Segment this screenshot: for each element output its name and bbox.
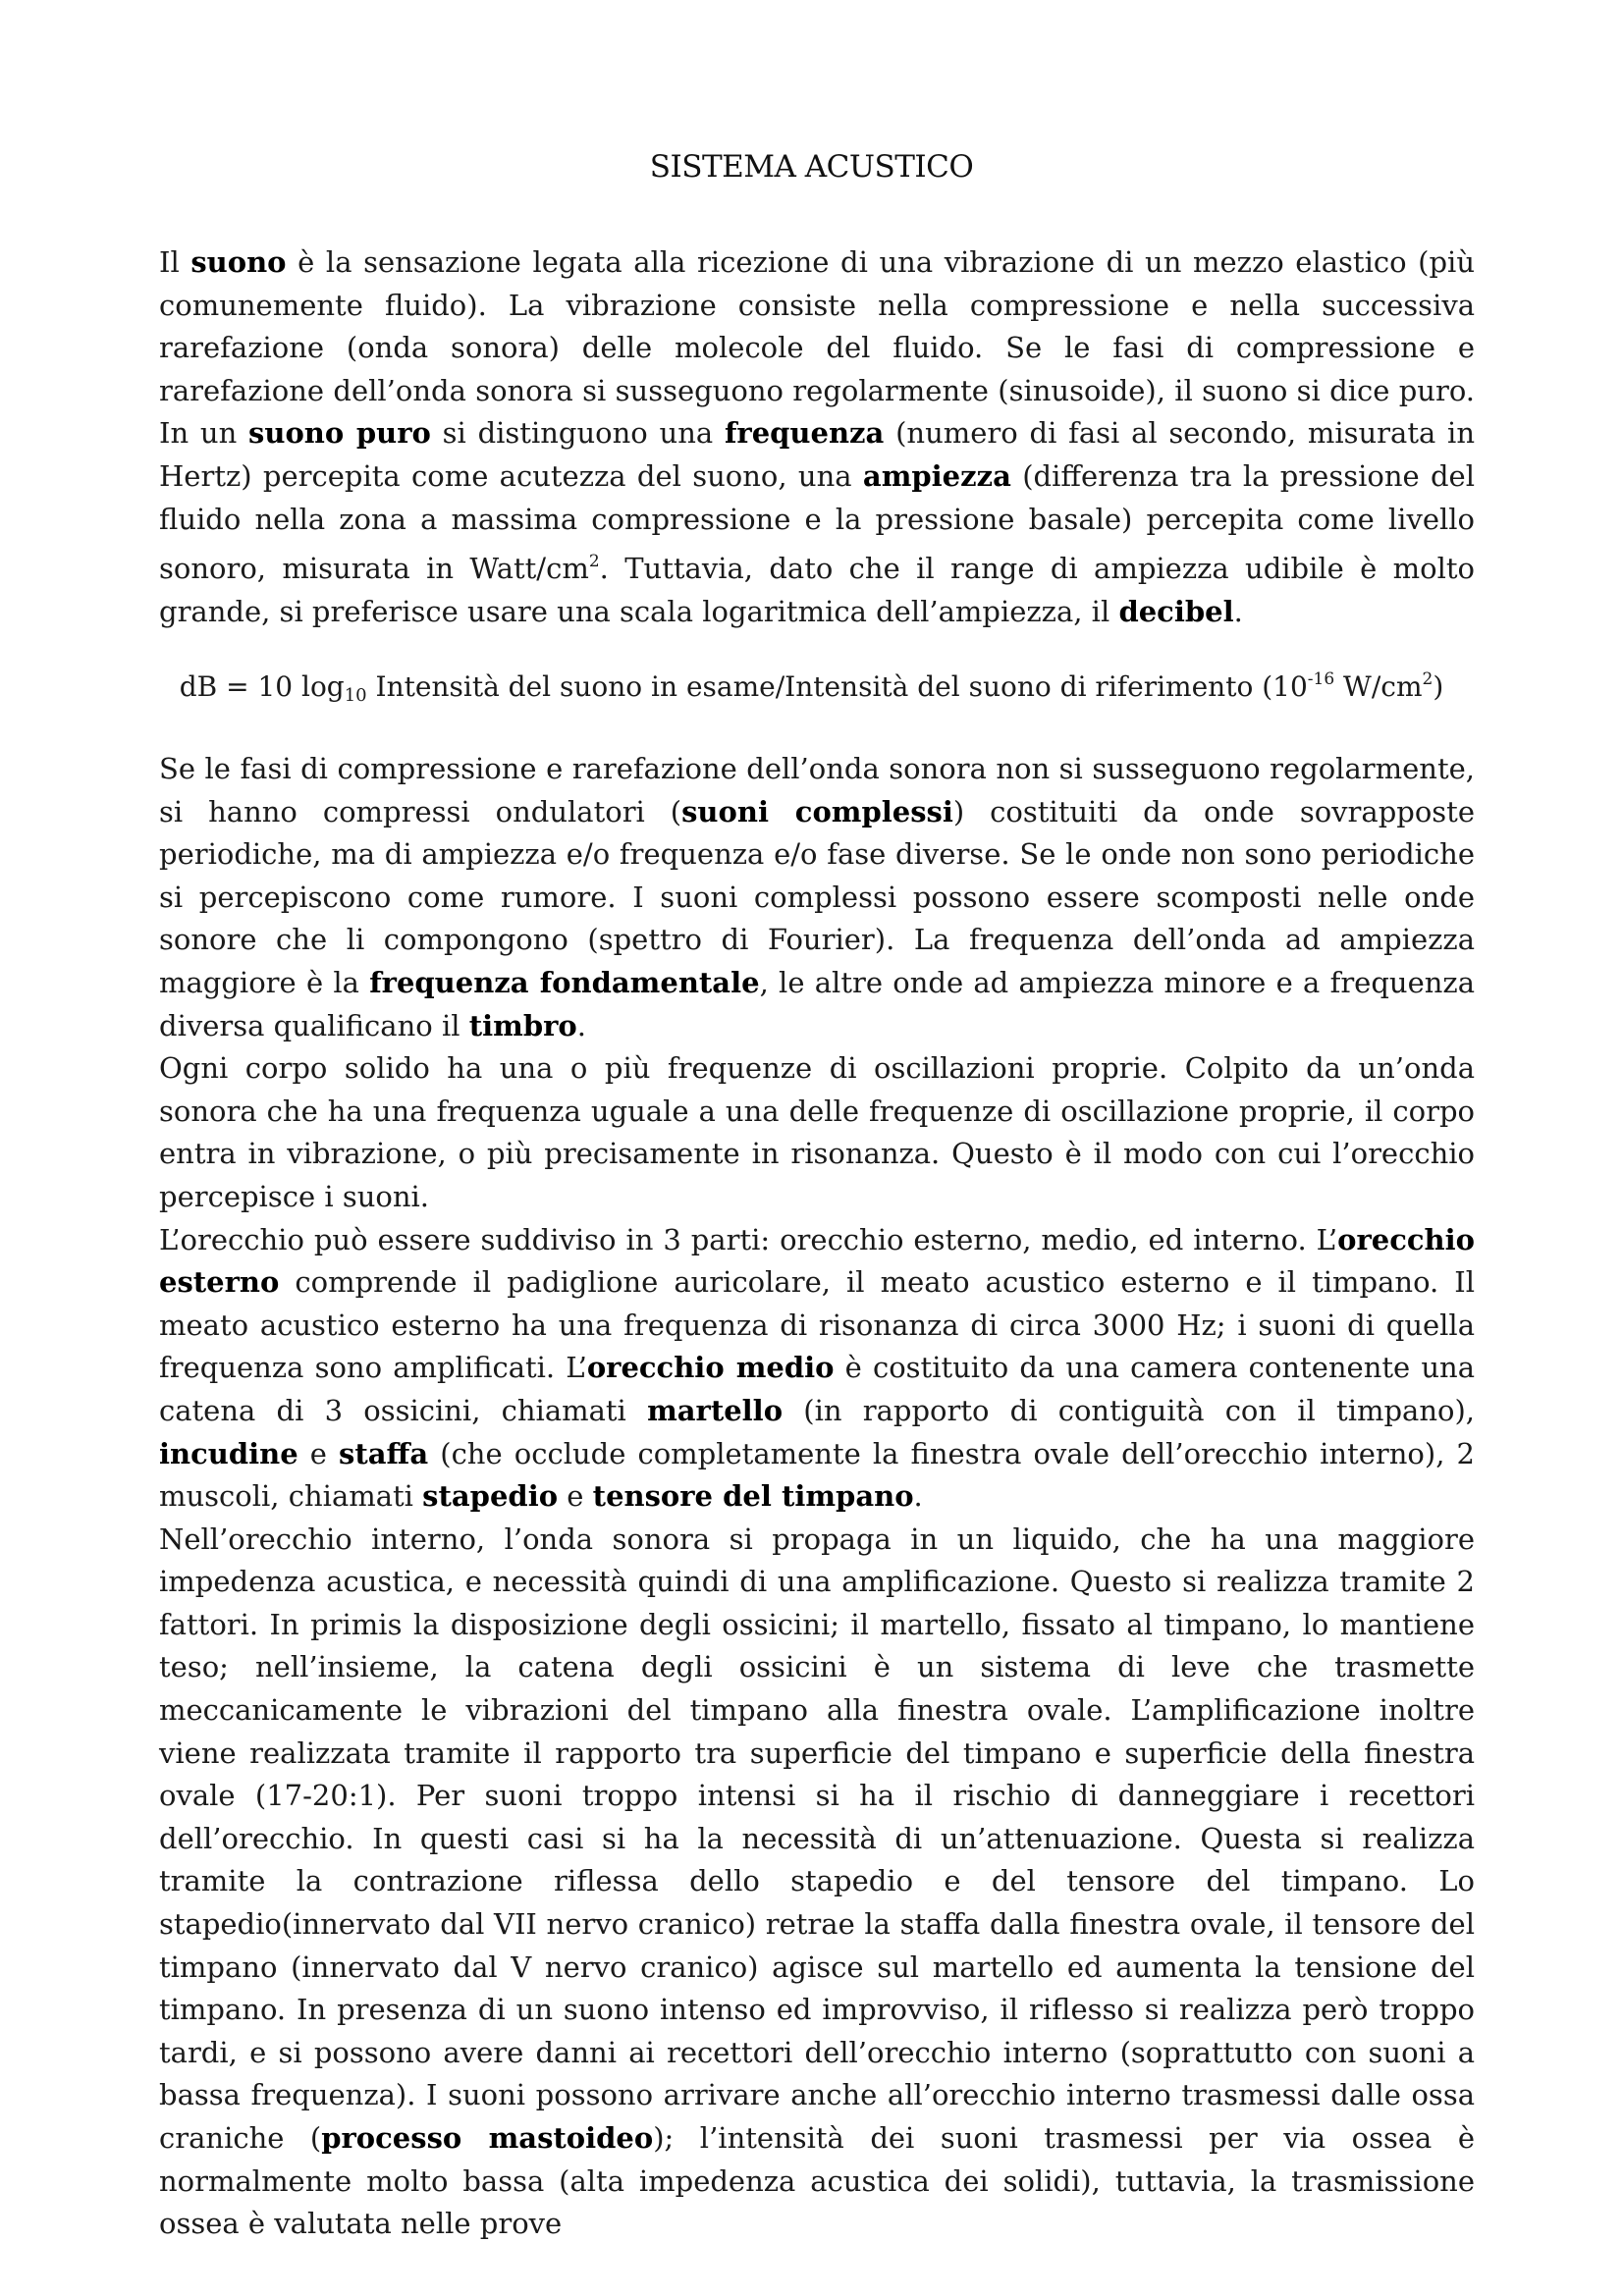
text-run: . bbox=[1233, 594, 1243, 628]
page-title: SISTEMA ACUSTICO bbox=[649, 149, 974, 185]
bold-term: frequenza bbox=[724, 416, 885, 451]
text-run: e bbox=[298, 1436, 340, 1470]
text-run: (in rapporto di contiguità con il timpano), bbox=[783, 1393, 1475, 1427]
formula-unit-exponent: 2 bbox=[1422, 669, 1434, 689]
paragraph-ear-parts bbox=[159, 1219, 1475, 1519]
text-run: ); l’intensità dei suoni trasmessi per via ossea è normalmente molto bassa (alta impedenza acustica dei solidi), tuttavia, la trasmissione ossea è valutata nelle prove bbox=[159, 2121, 1475, 2241]
paragraph-inner-ear bbox=[159, 1519, 1475, 2246]
formula-exponent: -16 bbox=[1307, 669, 1335, 689]
formula-log-base: 10 bbox=[344, 685, 367, 706]
bold-term: tensore del timpano bbox=[592, 1479, 914, 1514]
text-run: Nell’orecchio interno, l’onda sonora si propaga in un liquido, che ha una maggiore impedenza acustica, e necessità quindi di una amplificazione. Questo si realizza tramite 2 fattori. In primis la disposizione degli ossicini; il martello, fissato al timpano, lo mantiene teso; nell’insieme, la catena degli ossicini è un sistema di leve che trasmette meccanicamente le vibrazioni del timpano alla finestra ovale. L’amplificazione inoltre viene realizzata tramite il rapporto tra superficie del timpano e superficie della finestra ovale (17-20:1). Per suoni troppo intensi si ha il rischio di danneggiare i recettori dell’orecchio. In questi casi si ha la necessità di un’attenuazione. Questa si realizza tramite la contrazione riflessa dello stapedio e del tensore del timpano. Lo stapedio(innervato dal VII nervo cranico) retrae la staffa dalla finestra ovale, il tensore del timpano (innervato dal V nervo cranico) agisce sul martello ed aumenta la tensione del timpano. In presenza di un suono intenso ed improvviso, il riflesso si realizza però troppo tardi, e si possono avere danni ai recettori dell’orecchio interno (soprattutto con suoni a bassa frequenza). I suoni possono arrivare anche all’orecchio interno trasmessi dalle ossa craniche ( bbox=[159, 1522, 1475, 2155]
bold-term: decibel bbox=[1118, 594, 1234, 628]
bold-term: incudine bbox=[159, 1436, 298, 1470]
bold-term: frequenza fondamentale bbox=[369, 965, 760, 999]
paragraph-sound-definition bbox=[159, 241, 1475, 633]
formula-prefix: dB = 10 log bbox=[179, 670, 345, 703]
bold-term: stapedio bbox=[422, 1479, 559, 1514]
formula-middle: Intensità del suono in esame/Intensità del suono di riferimento (10 bbox=[366, 670, 1308, 703]
text-run: Il bbox=[159, 245, 191, 279]
intro-section bbox=[159, 241, 1475, 633]
text-run: . bbox=[913, 1479, 923, 1514]
text-run: L’orecchio può essere suddiviso in 3 parti: orecchio esterno, medio, ed interno. L’ bbox=[159, 1222, 1338, 1256]
superscript: 2 bbox=[588, 552, 600, 572]
formula-unit: W/cm bbox=[1334, 670, 1423, 703]
bold-term: orecchio medio bbox=[586, 1351, 835, 1385]
text-run: e bbox=[558, 1479, 593, 1514]
decibel-formula bbox=[0, 669, 1623, 706]
formula-suffix: ) bbox=[1433, 670, 1444, 703]
text-run: . bbox=[576, 1008, 586, 1042]
text-run: si distinguono una bbox=[430, 416, 725, 451]
text-run: (numero di fasi al secondo, misurata in Hertz) percepita come acutezza del suono, una bbox=[159, 416, 1476, 493]
paragraph-complex-sounds bbox=[159, 748, 1475, 1047]
text-run: comprende il padiglione auricolare, il meato acustico esterno e il timpano. Il meato acustico esterno ha una frequenza di risonanza di circa 3000 Hz; i suoni di quella frequenza sono amplificati. L’ bbox=[159, 1265, 1475, 1385]
bold-term: martello bbox=[647, 1393, 784, 1427]
bold-term: processo mastoideo bbox=[321, 2121, 654, 2155]
text-run: ) costituiti da onde sovrapposte periodiche, ma di ampiezza e/o frequenza e/o fase diverse. Se le onde non sono periodiche si percepiscono come rumore. I suoni complessi possono essere scomposti nelle onde sonore che li compongono (spettro di Fourier). La frequenza dell’onda ad ampiezza maggiore è la bbox=[159, 794, 1475, 999]
bold-term: suono puro bbox=[248, 416, 431, 451]
text-run: (che occlude completamente la finestra ovale dell’orecchio interno), 2 muscoli, chiamati bbox=[159, 1436, 1475, 1514]
text-run: . Tuttavia, dato che il range di ampiezza udibile è molto grande, si preferisce usare una scala logaritmica dell’ampiezza, il bbox=[159, 552, 1475, 628]
bold-term: ampiezza bbox=[862, 458, 1011, 493]
bold-term: orecchio esterno bbox=[159, 1222, 1475, 1300]
text-run: , le altre onde ad ampiezza minore e a frequenza diversa qualificano il bbox=[159, 965, 1475, 1042]
text-run: Se le fasi di compressione e rarefazione dell’onda sonora non si susseguono regolarmente, si hanno compressi ondulatori ( bbox=[159, 752, 1475, 828]
text-run: (differenza tra la pressione del fluido nella zona a massima compressione e la pressione basale) percepita come livello sonoro, misurata in Watt/cm bbox=[159, 458, 1475, 586]
bold-term: suono bbox=[190, 245, 287, 279]
text-run: Ogni corpo solido ha una o più frequenze di oscillazioni proprie. Colpito da un’onda sonora che ha una frequenza uguale a una delle frequenze di oscillazione proprie, il corpo entra in vibrazione, o più precisamente in risonanza. Questo è il modo con cui l’orecchio percepisce i suoni. bbox=[159, 1051, 1475, 1213]
text-run: è la sensazione legata alla ricezione di una vibrazione di un mezzo elastico (più comunemente fluido). La vibrazione consiste nella compressione e nella successiva rarefazione (onda sonora) delle molecole del fluido. Se le fasi di compressione e rarefazione dell’onda sonora si susseguono regolarmente (sinusoide), il suono si dice puro. In un bbox=[159, 245, 1475, 451]
bold-term: suoni complessi bbox=[681, 794, 953, 828]
bold-term: timbro bbox=[468, 1008, 577, 1042]
bold-term: staffa bbox=[339, 1436, 429, 1470]
paragraph-resonance bbox=[159, 1047, 1475, 1218]
text-run: è costituito da una camera contenente una catena di 3 ossicini, chiamati bbox=[159, 1351, 1476, 1427]
main-section bbox=[159, 748, 1475, 2246]
